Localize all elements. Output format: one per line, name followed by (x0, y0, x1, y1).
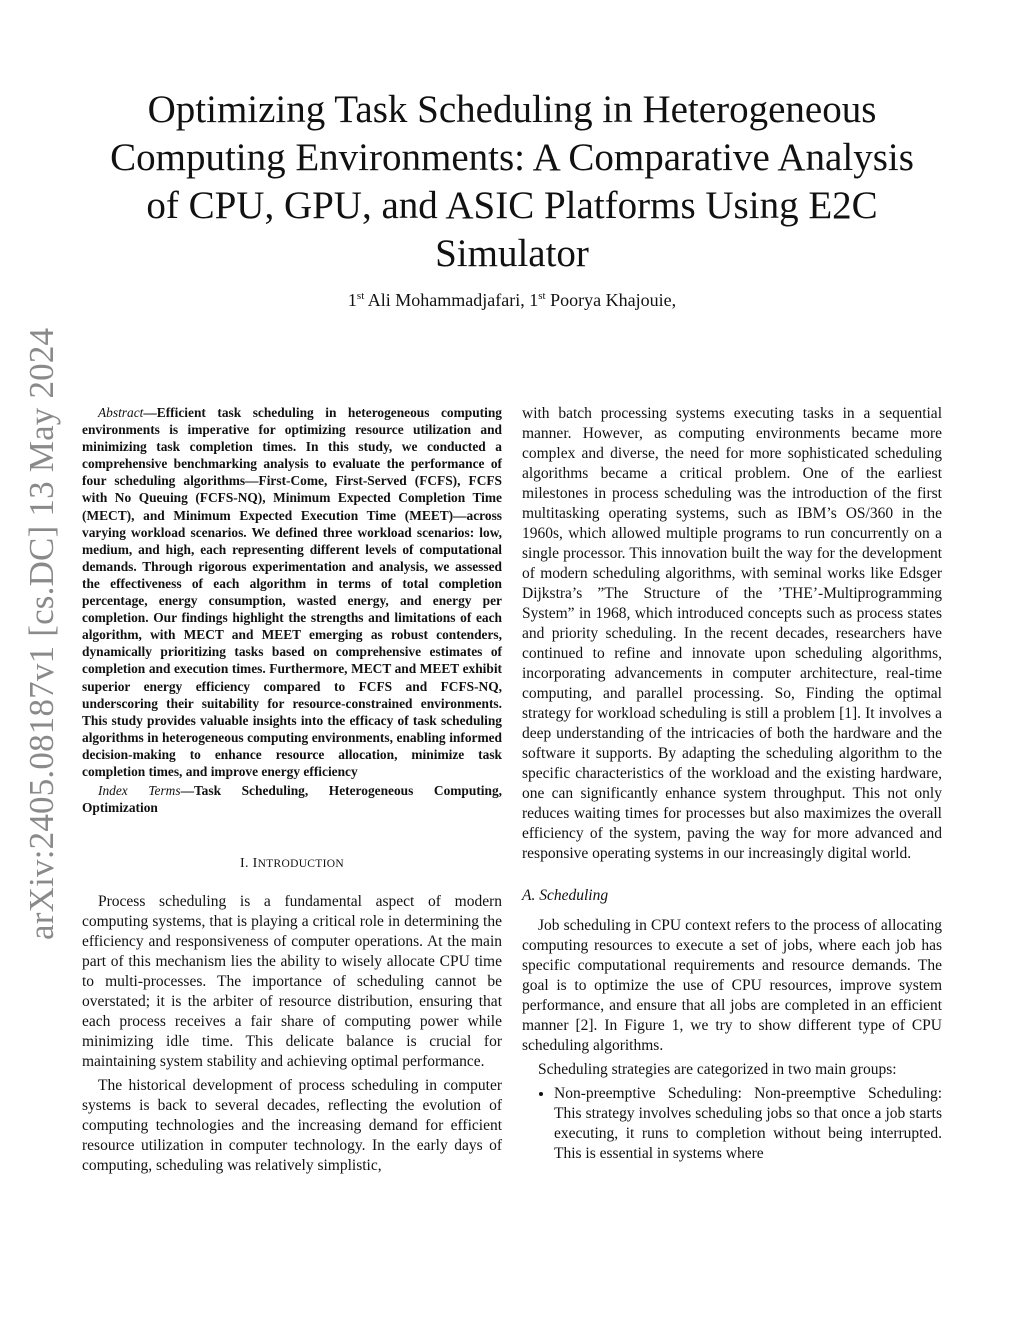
author-sup: st (356, 290, 365, 302)
index-terms-text: —Task Scheduling, Heterogeneous Computing, Optimization (82, 783, 502, 816)
section-heading-introduction (82, 854, 502, 874)
index-terms (82, 782, 502, 816)
author-prefix: 1 (347, 290, 357, 310)
section-rest: NTRODUCTION (257, 858, 344, 871)
index-terms-label: Index Terms (98, 783, 181, 799)
bullet-list (522, 1084, 942, 1164)
arxiv-identifier: arXiv:2405.08187v1 [cs.DC] 13 May 2024 (22, 327, 61, 940)
title-line: Computing Environments: A Comparative Analysis (110, 136, 914, 179)
paper-title (80, 86, 944, 278)
section-numeral: I. (240, 856, 253, 872)
scheduling-paragraph: Scheduling strategies are categorized in two main groups: (538, 1061, 897, 1078)
section-initial: I (252, 856, 258, 872)
author-sup: st (538, 290, 546, 302)
right-column (522, 404, 942, 1164)
author-name: Poorya Khajouie, (550, 290, 677, 310)
intro-paragraph: Process scheduling is a fundamental aspect of modern computing systems, that is playing a critical role in determining the efficiency and responsiveness of computer operations. At the main part of this mechanism lies the ability to wisely allocate CPU time to multi-processes. The importance of scheduling cannot be overstated; it is the arbiter of resource distribution, ensuring that each process receives a fair share of computing power while minimizing idle time. This delicate balance is crucial for maintaining system stability and achieving optimal performance. (82, 893, 502, 1071)
scheduling-paragraph: Job scheduling in CPU context refers to the process of allocating computing resources to execute a set of jobs, where each job has specific computational requirements and resource demands. The goal is to optimize the use of CPU resources, improve system performance, and ensure that all jobs are completed in an efficient manner [2]. In Figure 1, we try to show different type of CPU scheduling algorithms. (522, 917, 942, 1054)
author-list (80, 290, 944, 311)
bullet-item: • Non-preemptive Scheduling: Non-preemptive Scheduling: This strategy involves scheduling jobs so that once a job starts executing, it runs to completion without being interrupted. This is essential in systems where (554, 1084, 942, 1164)
subsection-heading-scheduling: A. Scheduling (522, 887, 609, 904)
abstract-text: —Efficient task scheduling in heterogeneous computing environments is imperative for optimizing resource utilization and minimizing task completion times. In this study, we conducted a comprehensive benchmarking analysis to evaluate the performance of four scheduling algorithms—First-Come, First-Served (FCFS), FCFS with No Queuing (FCFS-NQ), Minimum Expected Completion Time (MECT), and Minimum Expected Execution Time (MEET)—across varying workload scenarios. We defined three workload scenarios: low, medium, and high, each representing different levels of computational demands. Through rigorous experimentation and analysis, we assessed the effectiveness of each algorithm in terms of total completion percentage, energy consumption, wasted energy, and energy per completion. Our findings highlight the strengths and limitations of each algorithm, with MECT and MEET emerging as robust contenders, dynamically prioritizing tasks based on comprehensive estimates of completion and execution times. Furthermore, MECT and MEET exhibit superior energy efficiency compared to FCFS and FCFS-NQ, underscoring their suitability for resource-constrained environments. This study provides valuable insights into the efficacy of task scheduling algorithms in heterogeneous computing environments, enabling informed decision-making to enhance resource allocation, minimize task completion times, and improve energy efficiency (82, 405, 502, 779)
abstract (82, 404, 502, 780)
author-name: Ali Mohammadjafari, (367, 290, 525, 310)
continuation-paragraph: with batch processing systems executing tasks in a sequential manner. However, as computing environments became more complex and diverse, the need for more sophisticated scheduling algorithms became a critical problem. One of the earliest milestones in process scheduling was the introduction of the first multitasking operating systems, such as IBM’s OS/360 in the 1960s, which allowed multiple programs to run concurrently on a single processor. This innovation built the way for the development of modern scheduling algorithms, with seminal works like Edsger Dijkstra’s ”The Structure of the ’THE’-Multiprogramming System” in 1968, which introduced concepts such as process states and priority scheduling. In the recent decades, researchers have continued to refine and innovate upon scheduling algorithms, incorporating advancements in computer architecture, real-time computing, and parallel processing. So, Finding the optimal strategy for workload scheduling is still a problem [1]. It involves a deep understanding of the intricacies of both the hardware and the software it supports. By adapting the scheduling algorithm to the specific characteristics of the workload and the existing hardware, one can significantly enhance system throughput. This not only reduces waiting times for processes but also maximizes the overall efficiency of the system, paving the way for more advanced and responsive operating systems in our increasingly digital world. (522, 405, 942, 862)
title-line: Simulator (435, 232, 589, 275)
title-line: Optimizing Task Scheduling in Heterogeneous (147, 88, 877, 131)
title-line: of CPU, GPU, and ASIC Platforms Using E2C (146, 184, 878, 227)
author-prefix: 1 (529, 290, 539, 310)
abstract-label: Abstract (98, 405, 144, 420)
intro-paragraph: The historical development of process scheduling in computer systems is back to several decades, reflecting the evolution of computing technologies and the increasing demand for efficient resource utilization in computer technology. In the early days of computing, scheduling was relatively simplistic, (82, 1077, 502, 1175)
left-column (82, 404, 502, 1180)
